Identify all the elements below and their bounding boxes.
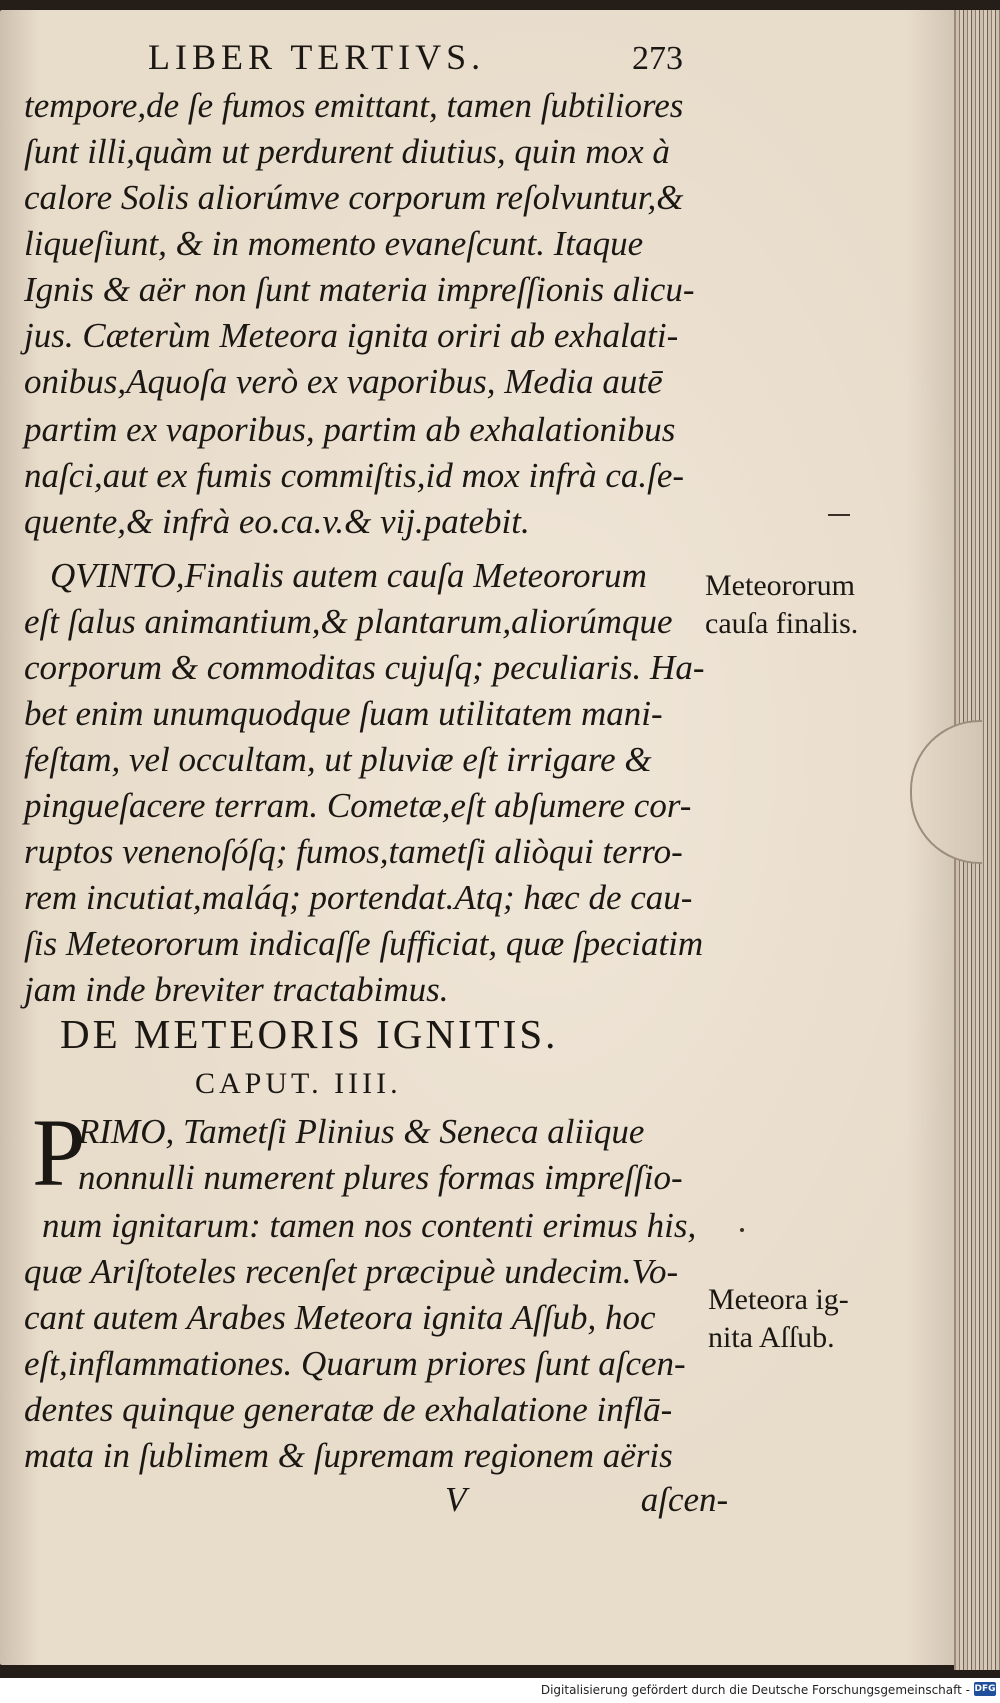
text-line: feſtam, vel occultam, ut pluviæ eſt irrigare & (24, 740, 652, 779)
text-line: RIMO, Tametſi Plinius & Seneca aliique (78, 1112, 645, 1151)
drop-cap: P (32, 1099, 86, 1206)
margin-mark (740, 1228, 744, 1232)
text-line: corporum & commoditas cujuſq; peculiaris. Ha- (24, 648, 705, 687)
page-number: 273 (632, 40, 683, 77)
text-line: ſunt illi,quàm ut perdurent diutius, quin mox à (24, 132, 670, 171)
text-line: tempore,de ſe fumos emittant, tamen ſubtiliores (24, 86, 684, 125)
text-line: cant autem Arabes Meteora ignita Aſſub, hoc (24, 1298, 656, 1337)
text-line: quente,& infrà eo.ca.v.& vij.patebit. (24, 502, 530, 541)
text-line: pingueſacere terram. Cometæ,eſt abſumere cor- (24, 786, 692, 825)
dfg-logo-icon: DFG (974, 1684, 996, 1694)
text-line: num ignitarum: tamen nos contenti erimus his, (42, 1206, 697, 1245)
running-head: LIBER TERTIVS. (148, 37, 486, 77)
margin-note: nita Aſſub. (708, 1321, 835, 1354)
margin-note: Meteororum (705, 569, 855, 602)
footer-credit: Digitalisierung gefördert durch die Deutsche Forschungsgemeinschaft - (540, 1683, 970, 1697)
text-line: ſis Meteororum indicaſſe ſufficiat, quæ ſpeciatim (24, 924, 704, 963)
text-line: Ignis & aër non ſunt materia impreſſionis alicu- (24, 270, 695, 309)
text-line: onibus,Aquoſa verò ex vaporibus, Media autē (24, 362, 663, 401)
text-line: eſt,inflammationes. Quarum priores ſunt aſcen- (24, 1344, 686, 1383)
text-line: mata in ſublimem & ſupremam regionem aëris (24, 1436, 673, 1475)
text-line: quæ Ariſtoteles recenſet præcipuè undecim.Vo- (24, 1252, 679, 1291)
text-line: eſt ſalus animantium,& plantarum,aliorúmque (24, 602, 673, 641)
margin-mark (828, 514, 850, 516)
section-heading: DE METEORIS IGNITIS. (60, 1011, 559, 1057)
text-line: nonnulli numerent plures formas impreſſio- (78, 1158, 683, 1197)
text-line: rem incutiat,maláq; portendat.Atq; hæc de cau- (24, 878, 693, 917)
text-line: naſci,aut ex fumis commiſtis,id mox infrà ca.ſe- (24, 456, 685, 495)
text-line: liqueſiunt, & in momento evaneſcunt. Itaque (24, 224, 644, 263)
text-line: dentes quinque generatæ de exhalatione inflā- (24, 1390, 673, 1429)
page-content (20, 0, 980, 1660)
text-line: bet enim unumquodque ſuam utilitatem mani- (24, 694, 663, 733)
margin-note: Meteora ig- (708, 1283, 849, 1316)
text-line: calore Solis aliorúmve corporum reſolvuntur,& (24, 178, 684, 217)
margin-note: cauſa finalis. (705, 607, 859, 640)
text-line: ruptos venenoſóſq; fumos,tametſi aliòqui terro- (24, 832, 683, 871)
text-line: partim ex vaporibus, partim ab exhalationibus (24, 410, 676, 449)
text-line: V aſcen- (445, 1480, 729, 1519)
text-line: jus. Cæterùm Meteora ignita oriri ab exhalati- (24, 316, 679, 355)
text-line: QVINTO,Finalis autem cauſa Meteororum (50, 556, 647, 595)
chapter-heading: CAPUT. IIII. (195, 1067, 402, 1100)
text-line: jam inde breviter tractabimus. (24, 970, 449, 1009)
